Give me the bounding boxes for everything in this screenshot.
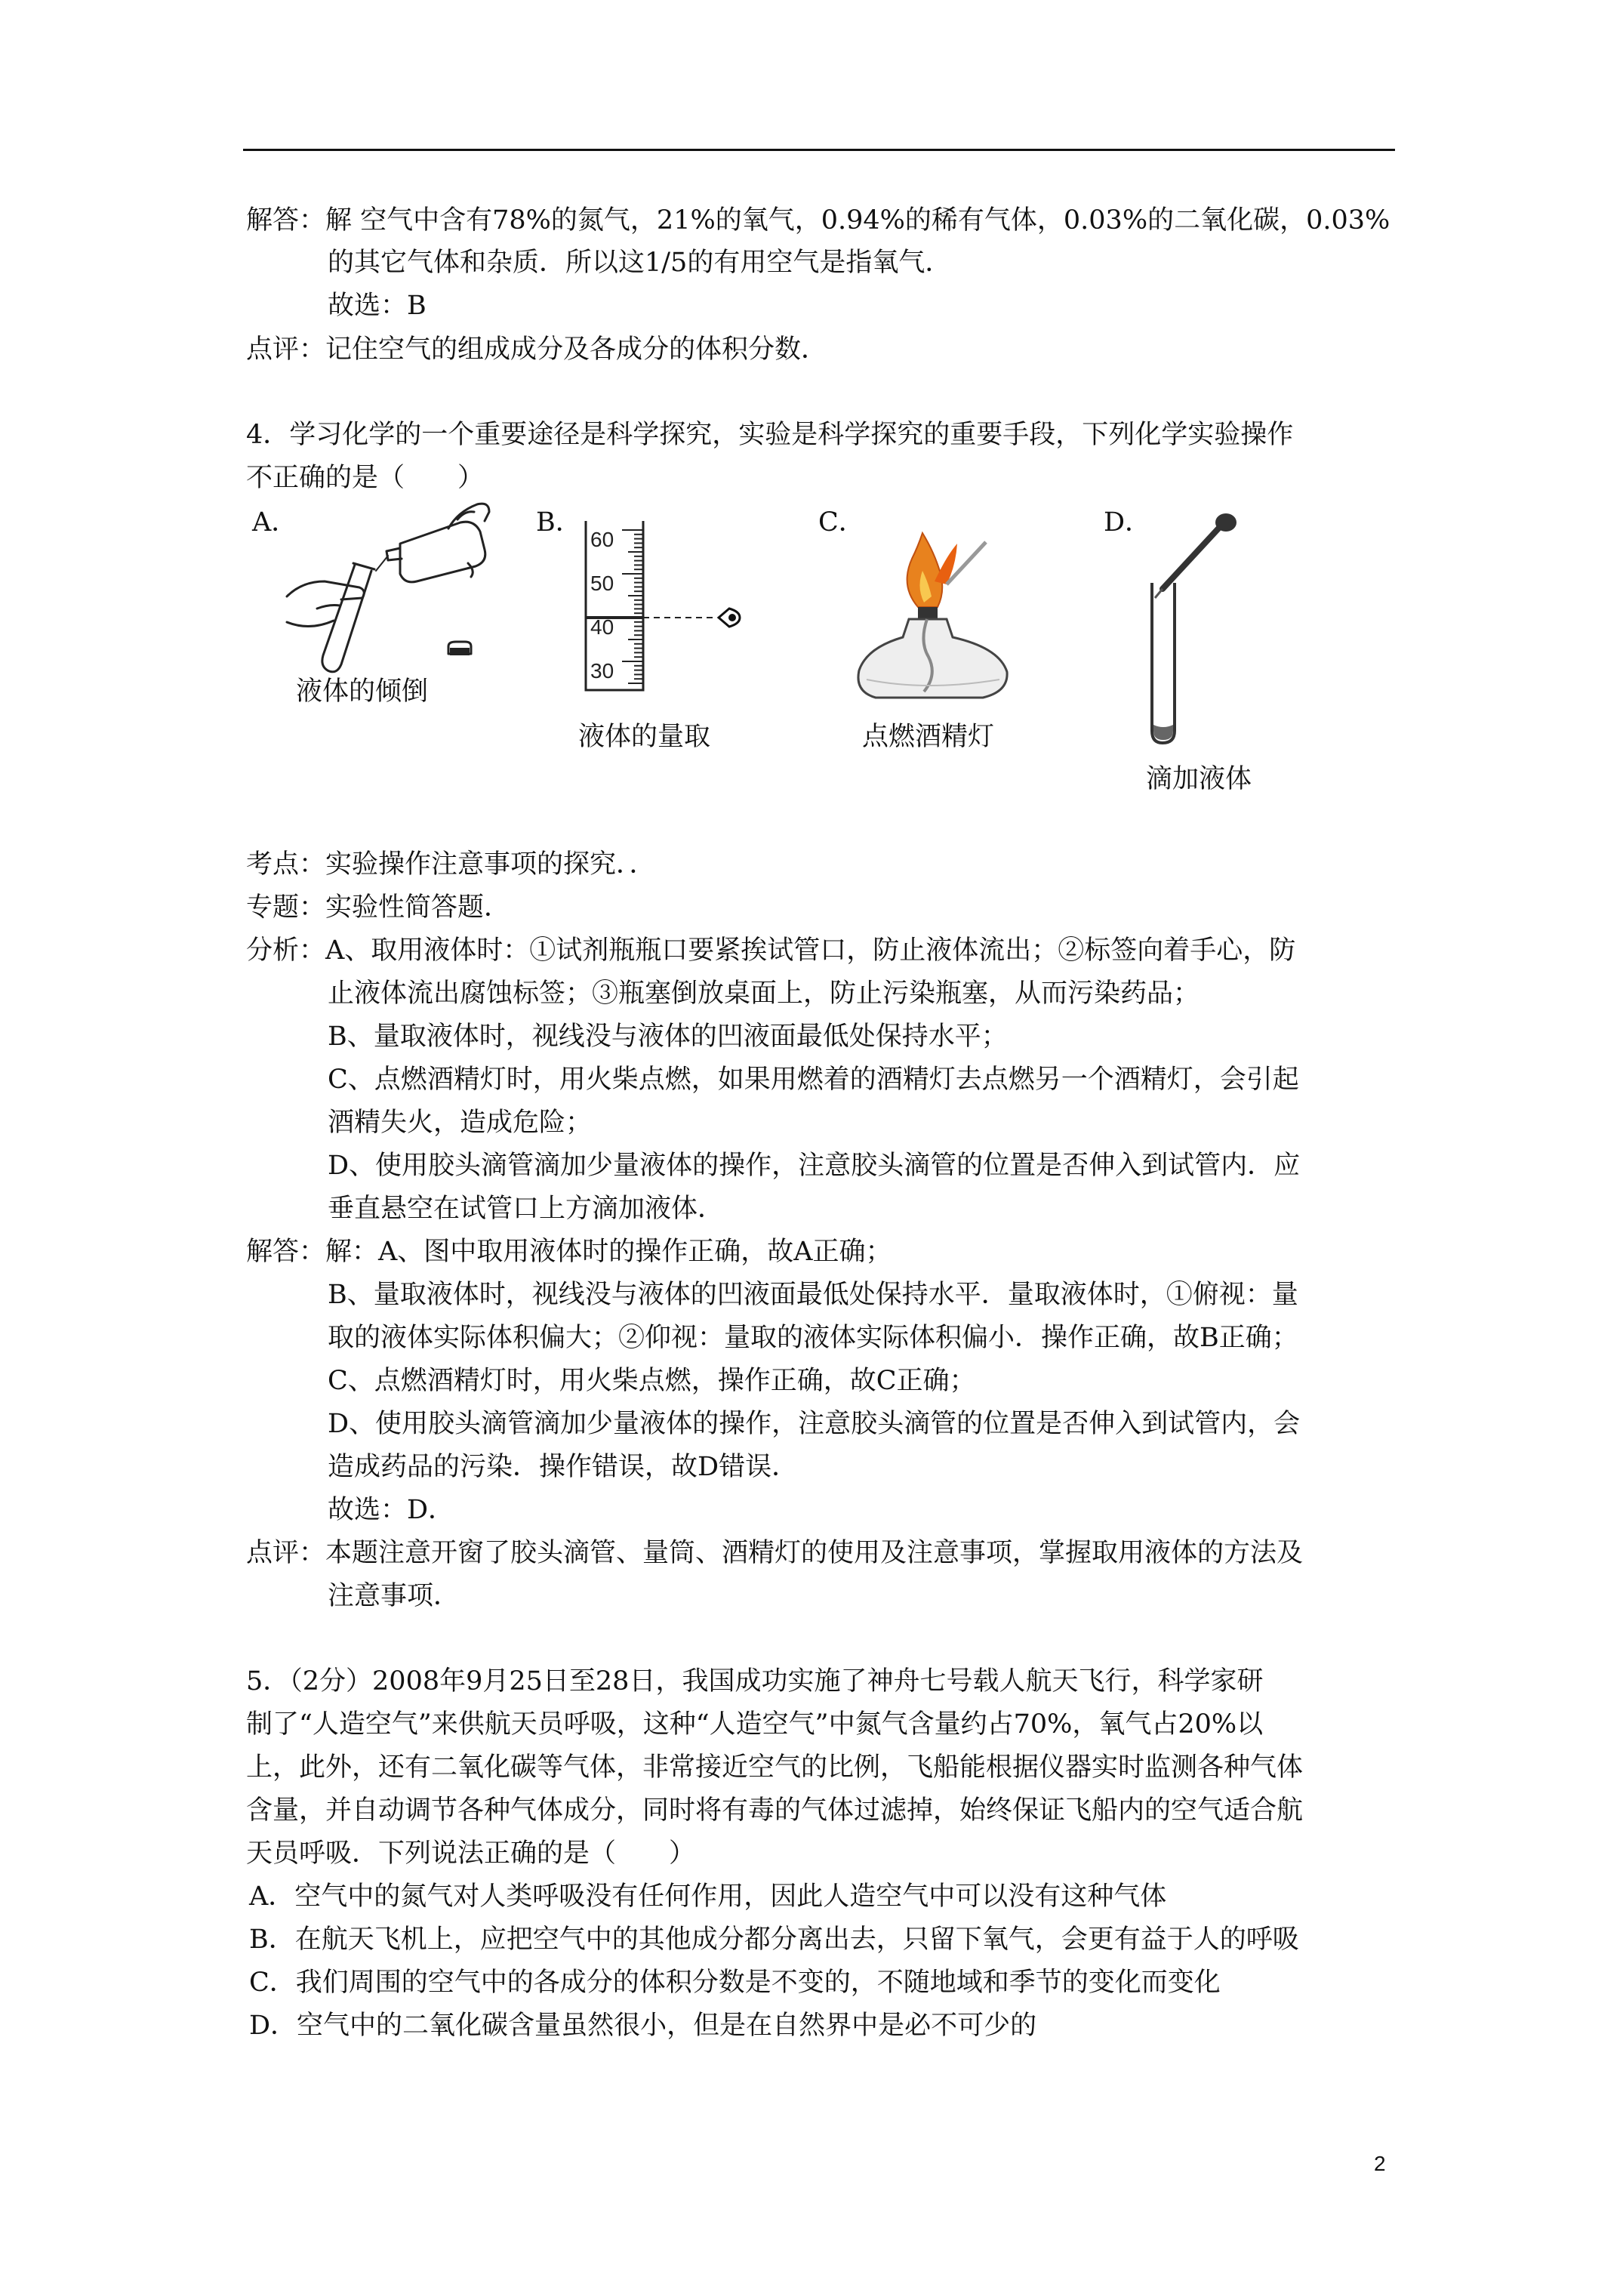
figure-dropper <box>1132 507 1253 746</box>
figure-pouring-liquid <box>287 498 521 672</box>
cylinder-tick-60: 60 <box>590 528 614 551</box>
q5-stem-line-5: 天员呼吸．下列说法正确的是（ ） <box>246 1838 696 1869</box>
page-number: 2 <box>1374 2152 1386 2175</box>
q5-option-d: D．空气中的二氧化碳含量虽然很小，但是在自然界中是必不可少的 <box>249 2011 1037 2041</box>
q3-comment: 点评：记住空气的组成成分及各成分的体积分数． <box>246 334 828 365</box>
q5-stem-line-4: 含量，并自动调节各种气体成分，同时将有毒的气体过滤掉，始终保证飞船内的空气适合航 <box>246 1795 1304 1826</box>
q4-comment-line-2: 注意事项． <box>328 1581 460 1611</box>
q4-analysis-line-5: 酒精失火，造成危险； <box>328 1108 593 1138</box>
q4-option-d-letter: D． <box>1104 507 1152 538</box>
q4-answer-line-5: D、使用胶头滴管滴加少量液体的操作，注意胶头滴管的位置是否伸入到试管内，会 <box>328 1409 1301 1439</box>
q4-option-d-caption: 滴加液体 <box>1146 764 1252 794</box>
q5-option-a: A．空气中的氮气对人类呼吸没有任何作用，因此人造空气中可以没有这种气体 <box>249 1881 1167 1912</box>
q4-zhuanti: 专题：实验性简答题． <box>246 892 511 923</box>
q4-analysis-line-4: C、点燃酒精灯时，用火柴点燃，如果用燃着的酒精灯去点燃另一个酒精灯，会引起 <box>328 1065 1299 1095</box>
q4-option-a-letter: A． <box>252 507 298 538</box>
q5-option-b: B．在航天飞机上，应把空气中的其他成分都分离出去，只留下氧气，会更有益于人的呼吸 <box>249 1925 1299 1955</box>
q3-answer-line-1: 解答：解 空气中含有78%的氮气，21%的氧气，0.94%的稀有气体，0.03%的二氧化碳，0.03% <box>246 205 1390 236</box>
q4-option-b-letter: B． <box>536 507 582 538</box>
q5-stem-line-3: 上，此外，还有二氧化碳等气体，非常接近空气的比例，飞船能根据仪器实时监测各种气体 <box>246 1752 1304 1783</box>
q4-answer-line-2: B、量取液体时，视线没与液体的凹液面最低处保持水平．量取液体时，①俯视：量 <box>328 1280 1298 1310</box>
q4-option-a-caption: 液体的倾倒 <box>296 676 429 707</box>
q4-analysis-line-6: D、使用胶头滴管滴加少量液体的操作，注意胶头滴管的位置是否伸入到试管内．应 <box>328 1151 1301 1181</box>
q5-stem-line-2: 制了“人造空气”来供航天员呼吸，这种“人造空气”中氮气含量约占70%，氧气占20%以 <box>246 1709 1264 1740</box>
figure-alcohol-lamp <box>859 513 1025 704</box>
q4-kaodian: 考点：实验操作注意事项的探究．． <box>246 849 656 880</box>
q3-answer-line-3: 故选：B <box>328 291 427 321</box>
q4-answer-line-4: C、点燃酒精灯时，用火柴点燃，操作正确，故C正确； <box>328 1366 976 1396</box>
q4-analysis-line-1: 分析：A、取用液体时：①试剂瓶瓶口要紧挨试管口，防止液体流出；②标签向着手心，防 <box>246 935 1296 966</box>
q4-answer-line-1: 解答：解：A、图中取用液体时的操作正确，故A正确； <box>246 1237 892 1267</box>
q4-answer-line-3: 取的液体实际体积偏大；②仰视：量取的液体实际体积偏小．操作正确，故B正确； <box>328 1323 1298 1353</box>
q4-option-c-caption: 点燃酒精灯 <box>862 722 995 752</box>
q4-stem-line-1: 4．学习化学的一个重要途径是科学探究，实验是科学探究的重要手段，下列化学实验操作 <box>246 420 1294 450</box>
figure-measuring-cylinder <box>578 521 775 699</box>
cylinder-tick-40: 40 <box>590 615 614 639</box>
q4-option-b-caption: 液体的量取 <box>578 722 711 752</box>
q5-stem-line-1: 5．（2分）2008年9月25日至28日，我国成功实施了神舟七号载人航天飞行，科学家研 <box>246 1666 1264 1697</box>
q5-option-c: C．我们周围的空气中的各成分的体积分数是不变的，不随地域和季节的变化而变化 <box>249 1968 1221 1998</box>
header-rule <box>243 149 1395 151</box>
cylinder-tick-30: 30 <box>590 659 614 683</box>
q4-analysis-line-3: B、量取液体时，视线没与液体的凹液面最低处保持水平； <box>328 1022 1008 1052</box>
q4-answer-line-7: 故选：D． <box>328 1495 455 1525</box>
q4-answer-line-6: 造成药品的污染．操作错误，故D错误． <box>328 1452 799 1482</box>
q4-analysis-line-7: 垂直悬空在试管口上方滴加液体． <box>328 1194 725 1224</box>
cylinder-tick-50: 50 <box>590 572 614 595</box>
q4-comment-line-1: 点评：本题注意开窗了胶头滴管、量筒、酒精灯的使用及注意事项，掌握取用液体的方法及 <box>246 1538 1304 1568</box>
q4-analysis-line-2: 止液体流出腐蚀标签；③瓶塞倒放桌面上，防止污染瓶塞，从而污染药品； <box>328 978 1200 1009</box>
q3-answer-line-2: 的其它气体和杂质．所以这1/5的有用空气是指氧气． <box>328 248 952 278</box>
q4-stem-line-2: 不正确的是（ ） <box>246 463 485 493</box>
q4-option-c-letter: C． <box>818 507 865 538</box>
